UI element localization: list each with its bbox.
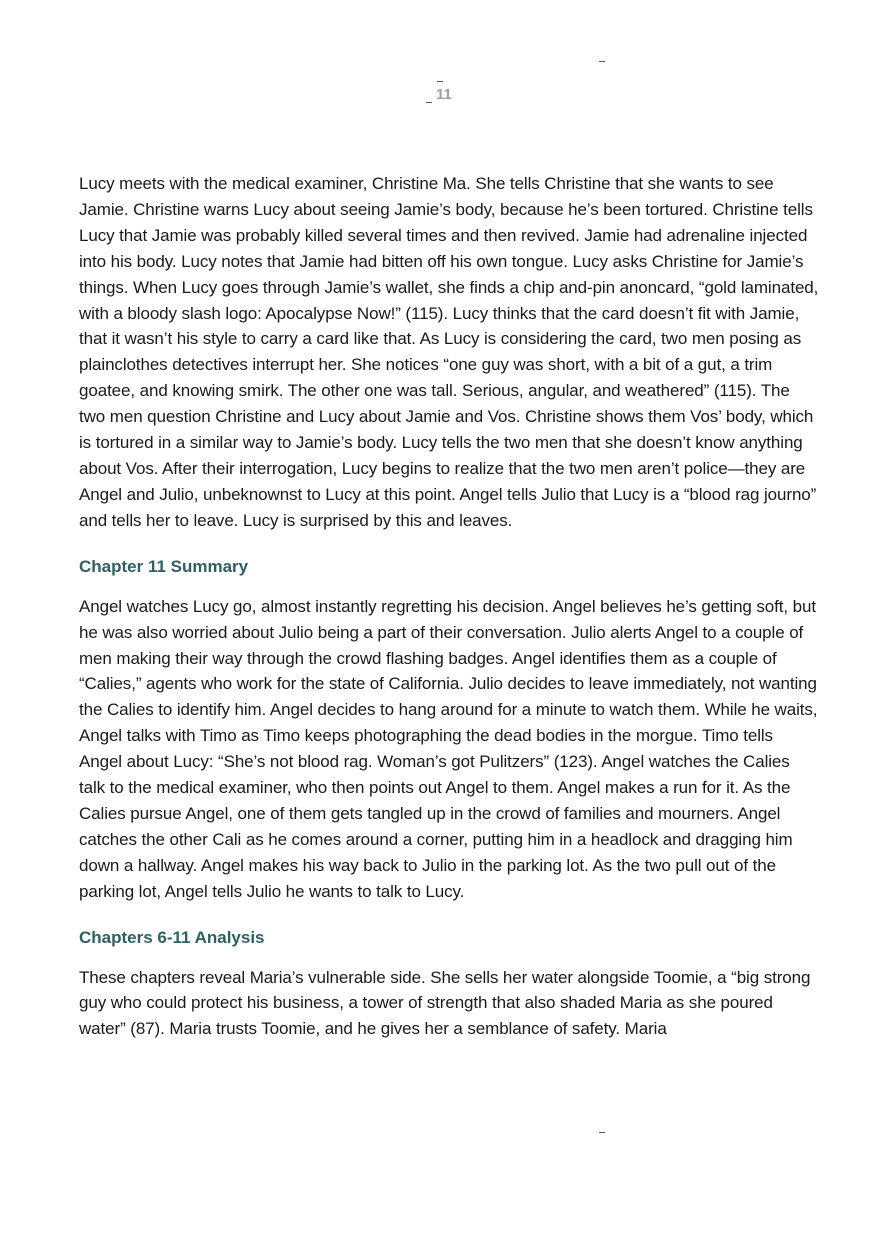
paragraph-chapter-10-summary: Lucy meets with the medical examiner, Christine Ma. She tells Christine that she wants to see Jamie. Christine warns Lucy about seeing Jamie’s body, because he’s been tortured. Christine tells Lucy that Jamie was probably killed several times and then revived. Jamie had adrenaline injected into his body. Lucy notes that Jamie had bitten off his own tongue. Lucy asks Christine for Jamie’s things. When Lucy goes through Jamie’s wallet, she finds a chip and-pin anoncard, “gold laminated, with a bloody slash logo: Apocalypse Now!” (115). Lucy thinks that the card doesn’t fit with Jamie, that it wasn’t his style to carry a card like that. As Lucy is considering the card, two men posing as plainclothes detectives interrupt her. She notices “one guy was short, with a bit of a gut, a trim goatee, and knowing smirk. The other one was tall. Serious, angular, and weathered” (115). The two men question Christine and Lucy about Jamie and Vos. Christine shows them Vos’ body, which is tortured in a similar way to Jamie’s body. Lucy tells the two men that she doesn’t know anything about Vos. After their interrogation, Lucy begins to realize that the two men aren’t police—they are Angel and Julio, unbeknownst to Lucy at this point. Angel tells Julio that Lucy is a “blood rag journo” and tells her to leave. Lucy is surprised by this and leaves. xyxy=(79,174,819,530)
heading-chapters-6-11-analysis: Chapters 6-11 Analysis xyxy=(79,927,265,947)
page-number-dash-lower xyxy=(426,102,432,103)
bottom-right-dash xyxy=(599,1132,605,1133)
page-number: 11 xyxy=(436,86,452,103)
paragraph-chapter-11-summary: Angel watches Lucy go, almost instantly regretting his decision. Angel believes he’s getting soft, but he was also worried about Julio being a part of their conversation. Julio alerts Angel to a couple of men making their way through the crowd flashing badges. Angel identifies them as a couple of “Calies,” agents who work for the state of California. Julio decides to leave immediately, not wanting the Calies to identify him. Angel decides to hang around for a minute to watch them. While he waits, Angel talks with Timo as Timo keeps photographing the dead bodies in the morgue. Timo tells Angel about Lucy: “She’s not blood rag. Woman’s got Pulitzers” (123). Angel watches the Calies talk to the medical examiner, who then points out Angel to them. Angel makes a run for it. As the Calies pursue Angel, one of them gets tangled up in the crowd of families and mourners. Angel catches the other Cali as he comes around a corner, putting him in a headlock and dragging him down a hallway. Angel makes his way back to Julio in the parking lot. As the two pull out of the parking lot, Angel tells Julio he wants to talk to Lucy. xyxy=(79,596,818,901)
document-body xyxy=(79,171,819,1042)
top-right-dash xyxy=(599,61,605,62)
page-number-dash-upper xyxy=(437,81,443,82)
paragraph-analysis: These chapters reveal Maria’s vulnerable side. She sells her water alongside Toomie, a “big strong guy who could protect his business, a tower of strength that also shaded Maria as she poured water” (87). Maria trusts Toomie, and he gives her a semblance of safety. Maria xyxy=(79,967,811,1039)
heading-chapter-11-summary: Chapter 11 Summary xyxy=(79,556,249,576)
